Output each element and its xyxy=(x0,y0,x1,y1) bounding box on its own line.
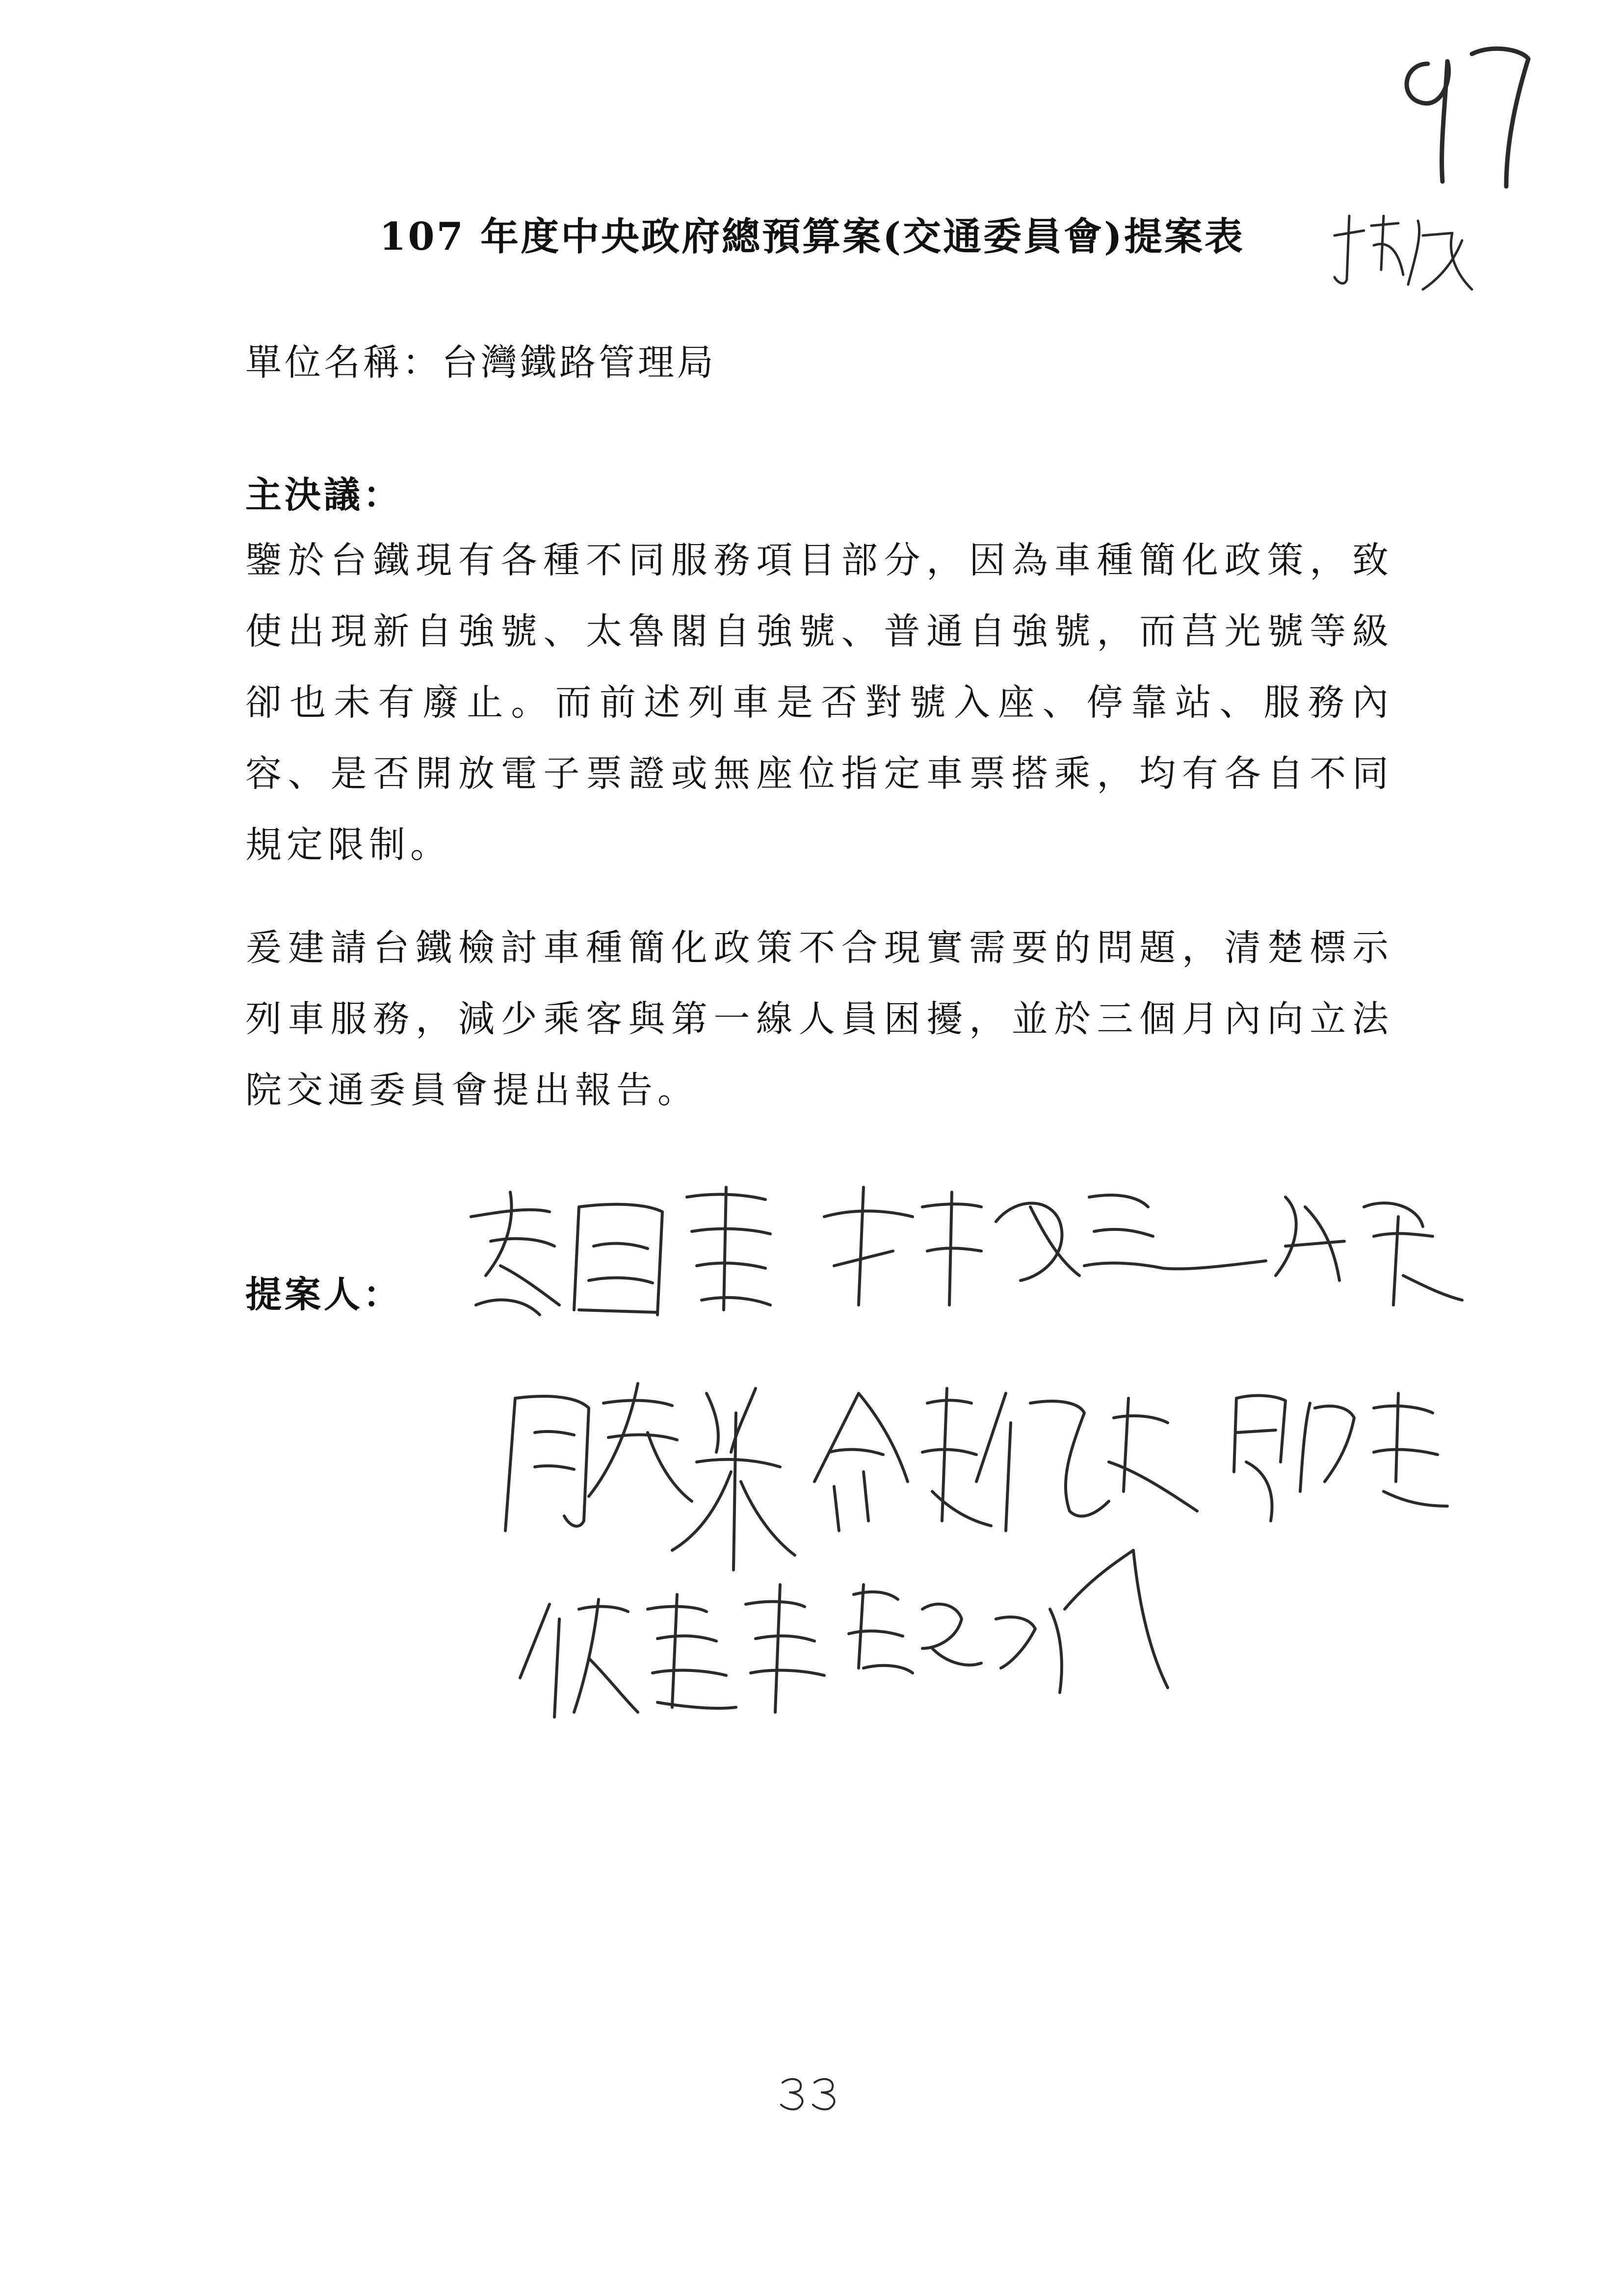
unit-name-line: 單位名稱：台灣鐵路管理局 xyxy=(245,341,716,384)
resolution-paragraph-1: 鑒於台鐵現有各種不同服務項目部分，因為車種簡化政策，致使出現新自強號、太魯閣自強號、普通自強號，而莒光號等級卻也未有廢止。而前述列車是否對號入座、停靠站、服務內容、是否開放電子票證或無座位指定車票搭乘，均有各自不同規定限制。 xyxy=(245,539,1393,866)
signature-7 xyxy=(520,1585,824,1717)
resolution-paragraph-2: 爰建請台鐵檢討車種簡化政策不合現實需要的問題，清楚標示列車服務，減少乘客與第一線人員困擾，並於三個月內向立法院交通委員會提出報告。 xyxy=(245,927,1393,1111)
signature-5 xyxy=(814,1388,1197,1531)
signature-4 xyxy=(505,1383,795,1570)
document-title: 107 年度中央政府總預算案(交通委員會)提案表 xyxy=(379,214,1245,259)
proposer-label: 提案人： xyxy=(245,1274,402,1316)
signature-6 xyxy=(1234,1393,1447,1521)
proposer-signatures xyxy=(442,1177,1521,1742)
handwritten-page-number xyxy=(1393,34,1541,191)
signature-1 xyxy=(471,1187,770,1315)
signature-8 xyxy=(849,1550,1168,1693)
signature-3 xyxy=(1276,1197,1462,1305)
main-resolution-heading: 主決議： xyxy=(245,474,402,516)
signature-2 xyxy=(824,1187,1266,1305)
handwritten-page-number-bottom xyxy=(775,2070,844,2114)
